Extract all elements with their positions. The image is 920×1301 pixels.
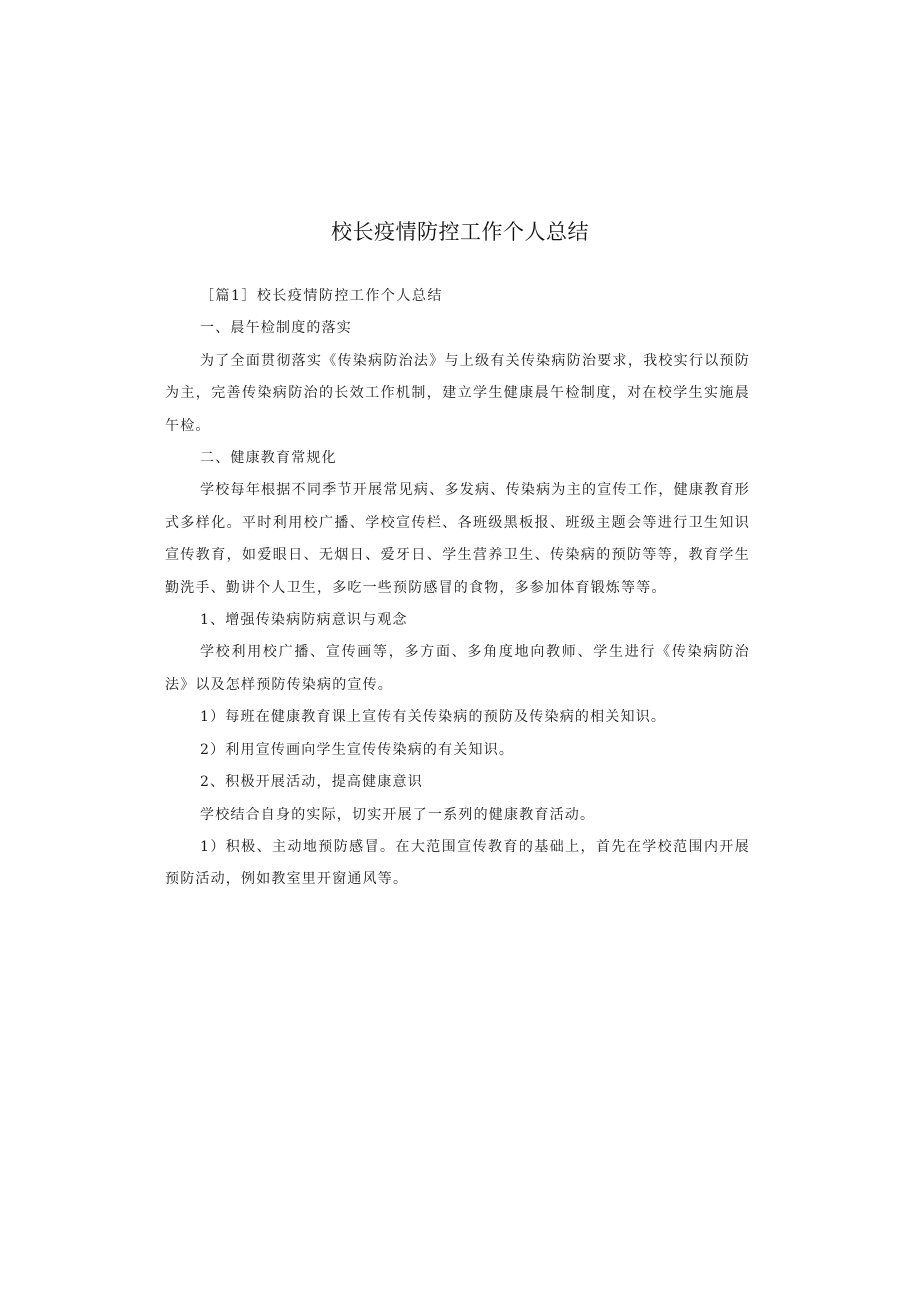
subsection-heading-2: 2、积极开展活动，提高健康意识 xyxy=(200,774,423,791)
paragraph: 学校每年根据不同季节开展常见病、多发病、传染病为主的宣传工作，健康教育形式多样化。平时利用校广播、学校宣传栏、各班级黑板报、班级主题会等进行卫生知识宣传教育，如爱眼日、无烟日、爱牙日、学生营养卫生、传染病的预防等等，教育学生勤洗手、勤讲个人卫生，多吃一些预防感冒的食物，多参加体育锻炼等等。 xyxy=(165,482,750,596)
document-body xyxy=(165,280,750,896)
section-heading-2: 二、健康教育常规化 xyxy=(200,450,337,467)
paragraph: 学校结合自身的实际，切实开展了一系列的健康教育活动。 xyxy=(200,806,596,823)
list-item: 1）每班在健康教育课上宣传有关传染病的预防及传染病的相关知识。 xyxy=(200,709,667,726)
subsection-heading-1: 1、增强传染病防病意识与观念 xyxy=(200,612,408,629)
paragraph: 学校利用校广播、宣传画等，多方面、多角度地向教师、学生进行《传染病防治法》以及怎样预防传染病的宣传。 xyxy=(165,644,750,693)
list-item: 1）积极、主动地预防感冒。在大范围宣传教育的基础上，首先在学校范围内开展预防活动，例如教室里开窗通风等。 xyxy=(165,838,750,888)
section-heading-1: 一、晨午检制度的落实 xyxy=(200,320,352,337)
list-item: 2）利用宣传画向学生宣传传染病的有关知识。 xyxy=(200,741,515,758)
article-label: ［篇1］校长疫情防控工作个人总结 xyxy=(200,288,443,304)
document-title: 校长疫情防控工作个人总结 xyxy=(331,220,589,244)
paragraph: 为了全面贯彻落实《传染病防治法》与上级有关传染病防治要求，我校实行以预防为主，完善传染病防治的长效工作机制，建立学生健康晨午检制度，对在校学生实施晨午检。 xyxy=(165,352,750,434)
